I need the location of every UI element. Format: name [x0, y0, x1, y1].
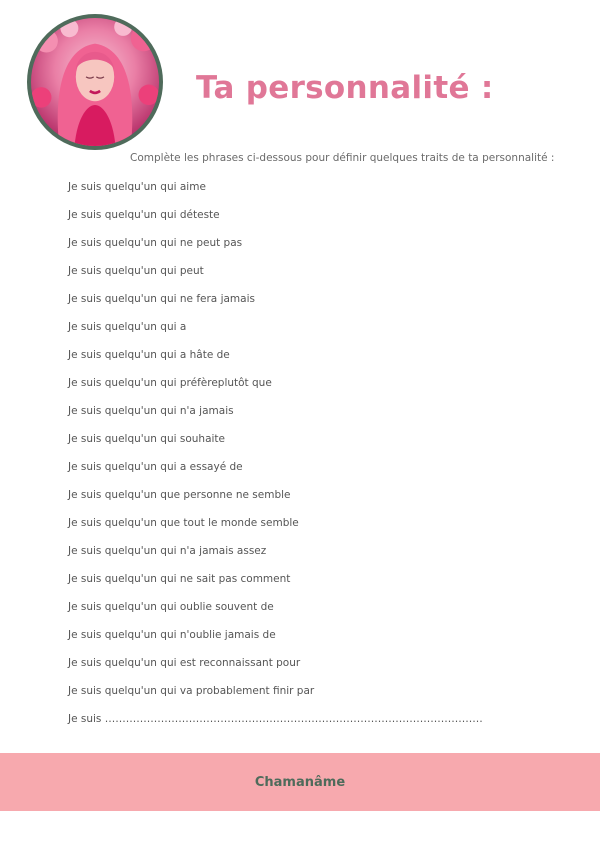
- prompt-line[interactable]: Je suis quelqu'un qui aime: [68, 181, 206, 193]
- prompt-line[interactable]: Je suis quelqu'un que tout le monde semble: [68, 517, 299, 529]
- footer-banner: [0, 753, 600, 811]
- portrait-image: [27, 14, 163, 150]
- prompt-line[interactable]: Je suis quelqu'un qui est reconnaissant pour: [68, 657, 301, 669]
- prompt-line[interactable]: Je suis quelqu'un qui préfèreplutôt que: [68, 377, 272, 389]
- prompt-line[interactable]: Je suis ………………………………………………………………………………………………: [68, 713, 483, 725]
- prompt-line[interactable]: Je suis quelqu'un qui a essayé de: [68, 461, 243, 473]
- prompt-line[interactable]: Je suis quelqu'un qui ne fera jamais: [68, 293, 255, 305]
- prompt-line[interactable]: Je suis quelqu'un qui déteste: [68, 209, 220, 221]
- brand-name: Chamanâme: [254, 774, 346, 790]
- prompt-line[interactable]: Je suis quelqu'un qui peut: [68, 265, 204, 277]
- prompt-line[interactable]: Je suis quelqu'un qui ne peut pas: [68, 237, 243, 249]
- prompt-line[interactable]: Je suis quelqu'un qui n'a jamais assez: [68, 545, 267, 557]
- prompt-line[interactable]: Je suis quelqu'un qui souhaite: [68, 433, 226, 445]
- page-title: Ta personnalité :: [196, 70, 494, 106]
- prompt-line[interactable]: Je suis quelqu'un qui a hâte de: [68, 349, 230, 361]
- prompt-line[interactable]: Je suis quelqu'un qui a: [68, 321, 187, 333]
- prompt-line[interactable]: Je suis quelqu'un qui ne sait pas comment: [68, 573, 291, 585]
- prompt-line[interactable]: Je suis quelqu'un qui n'oublie jamais de: [68, 629, 276, 641]
- prompt-line[interactable]: Je suis quelqu'un que personne ne semble: [68, 489, 291, 501]
- instructions-text: Complète les phrases ci-dessous pour définir quelques traits de ta personnalité :: [130, 152, 555, 164]
- prompt-line[interactable]: Je suis quelqu'un qui va probablement finir par: [68, 685, 315, 697]
- prompt-line[interactable]: Je suis quelqu'un qui oublie souvent de: [68, 601, 274, 613]
- prompt-list: [68, 180, 483, 740]
- prompt-line[interactable]: Je suis quelqu'un qui n'a jamais: [68, 405, 234, 417]
